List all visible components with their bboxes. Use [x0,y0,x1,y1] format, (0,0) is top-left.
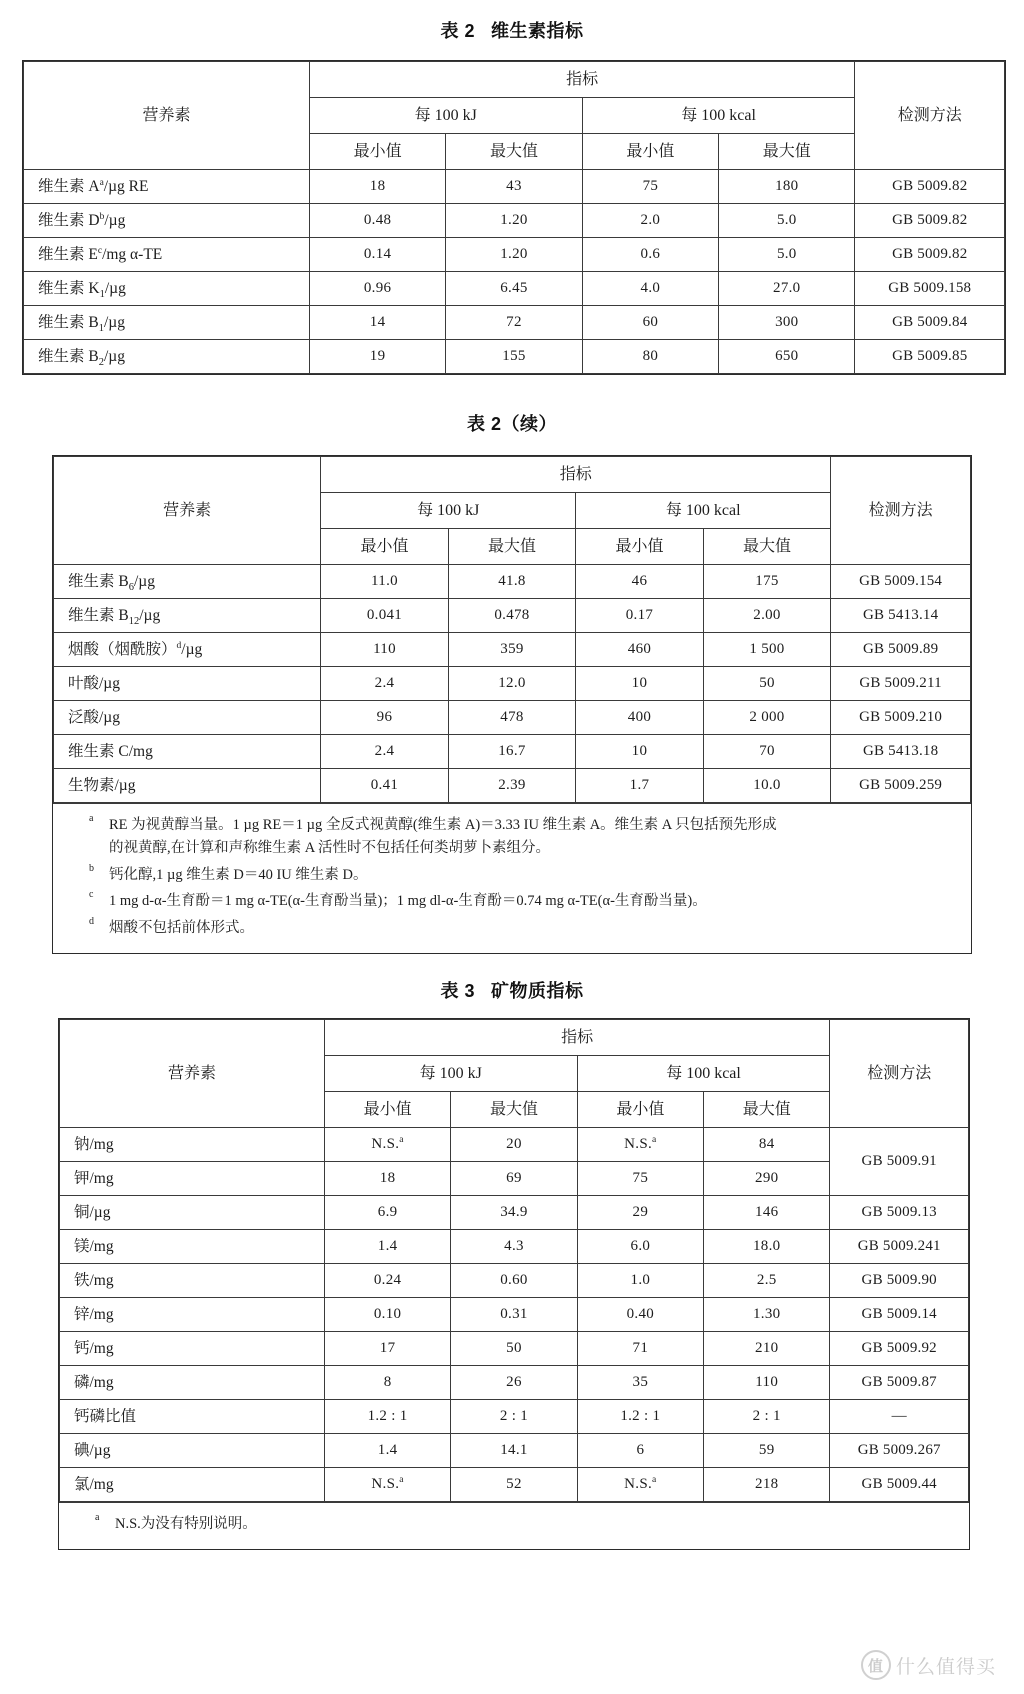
cell-kcal-max: 650 [719,340,855,374]
cell-kcal-max: 2 : 1 [704,1400,830,1434]
cell-kj-min: 1.4 [324,1434,450,1468]
cell-nutrient: 铁/mg [60,1264,325,1298]
cell-nutrient: 镁/mg [60,1230,325,1264]
cell-method: GB 5413.14 [831,599,971,633]
cell-kj-max: 0.478 [448,599,576,633]
cell-kj-min: 1.2 : 1 [324,1400,450,1434]
table2cont [52,455,972,954]
cell-kcal-max: 5.0 [719,238,855,272]
cell-kj-min: 0.48 [309,204,445,238]
cell-kcal-max: 2.00 [703,599,831,633]
table2-caption [0,17,1024,43]
table-row [60,1298,969,1332]
footnote-text: 钙化醇,1 µg 维生素 D＝40 IU 维生素 D。 [109,866,368,883]
table-row [24,204,1005,238]
cell-kj-max: 41.8 [448,565,576,599]
cell-kj-min: 0.10 [324,1298,450,1332]
cell-kj-min: 17 [324,1332,450,1366]
cell-kj-min: 0.14 [309,238,445,272]
cell-kcal-max: 2 000 [703,701,831,735]
cell-kcal-min: 75 [582,170,718,204]
cell-kcal-max: 180 [719,170,855,204]
cell-nutrient: 维生素 $K_1/\mu g$ [24,272,310,306]
table3-footnotes [59,1502,969,1549]
cell-kcal-min: 10 [576,667,704,701]
cell-kcal-max: 146 [704,1196,830,1230]
cell-kcal-max: 1 500 [703,633,831,667]
cell-method: GB 5009.210 [831,701,971,735]
cell-nutrient: 钙/mg [60,1332,325,1366]
cell-kcal-min: 60 [582,306,718,340]
table2cont-header-kcal-min: 最小值 [576,529,704,565]
cell-method: GB 5009.89 [831,633,971,667]
cell-kj-min: 0.24 [324,1264,450,1298]
table-row [54,633,971,667]
cell-kj-max: 6.45 [446,272,582,306]
footnote [93,1513,943,1536]
cell-nutrient: 钾/mg [60,1162,325,1196]
table-row [60,1128,969,1162]
table2cont-caption-number: 表 2 [466,414,502,434]
cell-kj-min: N.S.$^a$ [324,1468,450,1502]
cell-kcal-min: 80 [582,340,718,374]
cell-kcal-max: 5.0 [719,204,855,238]
footnote-marker: b [89,862,94,874]
table-row [24,272,1005,306]
cell-kj-max: 43 [446,170,582,204]
cell-kj-max: 12.0 [448,667,576,701]
cell-method: GB 5009.241 [830,1230,969,1264]
table-row [54,599,971,633]
table2-header-kcal-max: 最大值 [719,134,855,170]
cell-kj-max: 1.20 [446,238,582,272]
table-row [54,565,971,599]
cell-kj-min: 14 [309,306,445,340]
cell-kj-max: 2.39 [448,769,576,803]
table-row [60,1332,969,1366]
table2-header-per100kcal: 每 100 kcal [582,98,855,134]
table-row [60,1366,969,1400]
cell-kcal-min: N.S.$^a$ [577,1128,703,1162]
cell-kcal-min: 0.17 [576,599,704,633]
cell-kj-min: 0.41 [321,769,449,803]
table3-header-per100kj: 每 100 kJ [324,1056,577,1092]
table3-header-kj-min: 最小值 [324,1092,450,1128]
footnote-text: 1 mg d-α-生育酚＝1 mg α-TE(α-生育酚当量)；1 mg dl-α-生育酚＝0.74 mg α-TE(α-生育酚当量)。 [109,893,707,910]
table2-caption-number: 表 2 [440,21,475,41]
cell-method: GB 5009.87 [830,1366,969,1400]
table2cont-header-nutrient: 营养素 [54,457,321,565]
table-row [54,735,971,769]
cell-kj-min: N.S.$^a$ [324,1128,450,1162]
cell-nutrient: 钠/mg [60,1128,325,1162]
table-row [60,1264,969,1298]
table2-header-per100kj: 每 100 kJ [309,98,582,134]
table2-grid [23,61,1005,374]
cell-method: GB 5009.82 [855,170,1005,204]
cell-method: GB 5009.14 [830,1298,969,1332]
cell-nutrient: 钙磷比值 [60,1400,325,1434]
cell-kj-max: 34.9 [451,1196,577,1230]
cell-kj-min: 18 [309,170,445,204]
table2cont-footnotes [53,803,971,953]
cell-kj-max: 69 [451,1162,577,1196]
cell-nutrient: 维生素 $D^b/\mu g$ [24,204,310,238]
table2cont-header-kj-min: 最小值 [321,529,449,565]
cell-nutrient: 铜/µg [60,1196,325,1230]
table2cont-header-indicator: 指标 [321,457,831,493]
table2cont-body [54,565,971,803]
table2cont-header-kj-max: 最大值 [448,529,576,565]
cell-kj-max: 1.20 [446,204,582,238]
watermark [861,1650,996,1680]
table2 [22,60,1006,375]
cell-kcal-max: 110 [704,1366,830,1400]
table3-header-indicator: 指标 [324,1020,830,1056]
footnote-text: N.S.为没有特别说明。 [115,1516,257,1532]
cell-kj-min: 2.4 [321,735,449,769]
table-row [54,701,971,735]
table2-caption-title: 维生素指标 [491,21,584,41]
table2-header-kcal-min: 最小值 [582,134,718,170]
cell-kcal-min: 6 [577,1434,703,1468]
cell-kcal-min: 0.6 [582,238,718,272]
cell-method: GB 5009.211 [831,667,971,701]
cell-kcal-min: 2.0 [582,204,718,238]
cell-kcal-min: 1.2 : 1 [577,1400,703,1434]
cell-method: — [830,1400,969,1434]
cell-kcal-min: 400 [576,701,704,735]
cell-nutrient: 维生素 $B_2/\mu g$ [24,340,310,374]
footnote-text-line2: 的视黄醇,在计算和声称维生素 A 活性时不包括任何类胡萝卜素组分。 [109,840,551,857]
cell-nutrient: 维生素 $A^a/\mu g$ RE [24,170,310,204]
cell-kcal-min: 29 [577,1196,703,1230]
table2cont-header-kcal-max: 最大值 [703,529,831,565]
cell-method: GB 5009.84 [855,306,1005,340]
table3-header-kcal-min: 最小值 [577,1092,703,1128]
cell-method: GB 5009.44 [830,1468,969,1502]
cell-kj-min: 96 [321,701,449,735]
cell-method: GB 5009.158 [855,272,1005,306]
table-row [24,170,1005,204]
footnote-text: 烟酸不包括前体形式。 [109,919,254,936]
table2-header-indicator: 指标 [309,62,855,98]
table3-caption-number: 表 3 [440,981,475,1001]
table3-header-kj-max: 最大值 [451,1092,577,1128]
cell-kcal-max: 10.0 [703,769,831,803]
cell-kj-min: 110 [321,633,449,667]
table3-body [60,1128,969,1502]
cell-kj-max: 50 [451,1332,577,1366]
cell-kj-max: 26 [451,1366,577,1400]
cell-kj-max: 20 [451,1128,577,1162]
cell-kj-max: 155 [446,340,582,374]
cell-nutrient: 泛酸/µg [54,701,321,735]
cell-method: GB 5009.13 [830,1196,969,1230]
cell-nutrient: 维生素 $B_6/\mu g$ [54,565,321,599]
cell-kcal-min: 460 [576,633,704,667]
table2cont-grid [53,456,971,803]
cell-kcal-min: N.S.$^a$ [577,1468,703,1502]
cell-nutrient: 锌/mg [60,1298,325,1332]
table2-header-method: 检测方法 [855,62,1005,170]
table2cont-header [54,457,971,565]
table-row [24,340,1005,374]
cell-kcal-min: 0.40 [577,1298,703,1332]
cell-method: GB 5009.154 [831,565,971,599]
cell-kj-min: 18 [324,1162,450,1196]
table-row [60,1434,969,1468]
cell-kcal-min: 35 [577,1366,703,1400]
cell-kj-max: 52 [451,1468,577,1502]
table2-header-kj-max: 最大值 [446,134,582,170]
cell-kcal-min: 10 [576,735,704,769]
cell-kcal-max: 84 [704,1128,830,1162]
table-row [24,238,1005,272]
footnote-marker: c [89,889,94,901]
cell-kj-max: 359 [448,633,576,667]
footnote-marker: d [89,915,94,927]
cell-nutrient: 生物素/µg [54,769,321,803]
cell-method: GB 5009.82 [855,204,1005,238]
cell-kj-min: 19 [309,340,445,374]
cell-kcal-min: 1.0 [577,1264,703,1298]
table-row [60,1196,969,1230]
footnote-text: RE 为视黄醇当量。1 µg RE＝1 µg 全反式视黄醇(维生素 A)＝3.33 IU 维生素 A。维生素 A 只包括预先形成 [109,817,777,833]
cell-kj-min: 8 [324,1366,450,1400]
cell-method: GB 5009.85 [855,340,1005,374]
cell-kj-min: 2.4 [321,667,449,701]
cell-method: GB 5413.18 [831,735,971,769]
table3-header-method: 检测方法 [830,1020,969,1128]
cell-kcal-max: 18.0 [704,1230,830,1264]
cell-nutrient: 磷/mg [60,1366,325,1400]
cell-kcal-min: 46 [576,565,704,599]
cell-kj-min: 6.9 [324,1196,450,1230]
cell-kj-max: 478 [448,701,576,735]
table-row [60,1400,969,1434]
cell-kj-min: 0.041 [321,599,449,633]
cell-method: GB 5009.91 [830,1128,969,1196]
footnote [87,864,945,887]
table3-header [60,1020,969,1128]
cell-kcal-max: 50 [703,667,831,701]
cell-kcal-max: 1.30 [704,1298,830,1332]
cell-kcal-max: 300 [719,306,855,340]
table3 [58,1018,970,1550]
table2cont-caption [0,410,1024,436]
table2cont-header-per100kcal: 每 100 kcal [576,493,831,529]
cell-kcal-max: 290 [704,1162,830,1196]
table2cont-header-method: 检测方法 [831,457,971,565]
cell-kj-min: 0.96 [309,272,445,306]
cell-method: GB 5009.82 [855,238,1005,272]
cell-method: GB 5009.92 [830,1332,969,1366]
table-row [54,667,971,701]
table3-caption [0,977,1024,1003]
cell-kj-max: 0.31 [451,1298,577,1332]
cell-nutrient: 烟酸（烟酰胺）$^d$/µg [54,633,321,667]
cell-kcal-max: 27.0 [719,272,855,306]
table3-grid [59,1019,969,1502]
cell-kj-max: 14.1 [451,1434,577,1468]
table-row [60,1468,969,1502]
cell-kcal-max: 70 [703,735,831,769]
footnote [87,890,945,913]
cell-nutrient: 维生素 $B_1/\mu g$ [24,306,310,340]
cell-kcal-min: 71 [577,1332,703,1366]
cell-kcal-max: 218 [704,1468,830,1502]
cell-kj-min: 11.0 [321,565,449,599]
table2cont-header-per100kj: 每 100 kJ [321,493,576,529]
table3-header-per100kcal: 每 100 kcal [577,1056,830,1092]
footnote-marker: a [89,813,94,824]
table2-header [24,62,1005,170]
watermark-badge-icon: 值 [861,1650,891,1680]
cell-kj-max: 16.7 [448,735,576,769]
cell-nutrient: 叶酸/µg [54,667,321,701]
footnote-marker: a [95,1512,100,1523]
table3-header-nutrient: 营养素 [60,1020,325,1128]
cell-kj-max: 4.3 [451,1230,577,1264]
table2-header-kj-min: 最小值 [309,134,445,170]
cell-kcal-max: 210 [704,1332,830,1366]
cell-kj-max: 0.60 [451,1264,577,1298]
table3-caption-title: 矿物质指标 [491,981,584,1001]
cell-kcal-min: 1.7 [576,769,704,803]
cell-kj-min: 1.4 [324,1230,450,1264]
cell-kcal-max: 59 [704,1434,830,1468]
cell-kcal-max: 2.5 [704,1264,830,1298]
table3-header-kcal-max: 最大值 [704,1092,830,1128]
footnote [87,917,945,940]
cell-nutrient: 维生素 C/mg [54,735,321,769]
table2cont-caption-title: （续） [501,414,557,434]
table-row [54,769,971,803]
table2-header-nutrient: 营养素 [24,62,310,170]
cell-nutrient: 维生素 $B_{12}/\mu g$ [54,599,321,633]
cell-nutrient: 碘/µg [60,1434,325,1468]
footnote [87,814,945,861]
cell-method: GB 5009.267 [830,1434,969,1468]
cell-kj-max: 72 [446,306,582,340]
cell-method: GB 5009.90 [830,1264,969,1298]
table-row [24,306,1005,340]
cell-kj-max: 2 : 1 [451,1400,577,1434]
cell-nutrient: 氯/mg [60,1468,325,1502]
cell-kcal-min: 75 [577,1162,703,1196]
table-row [60,1230,969,1264]
cell-kcal-min: 6.0 [577,1230,703,1264]
cell-kcal-max: 175 [703,565,831,599]
cell-nutrient: 维生素 $E^c/mg$ α-TE [24,238,310,272]
watermark-text: 什么值得买 [895,1656,996,1678]
cell-kcal-min: 4.0 [582,272,718,306]
cell-method: GB 5009.259 [831,769,971,803]
table2-body [24,170,1005,374]
